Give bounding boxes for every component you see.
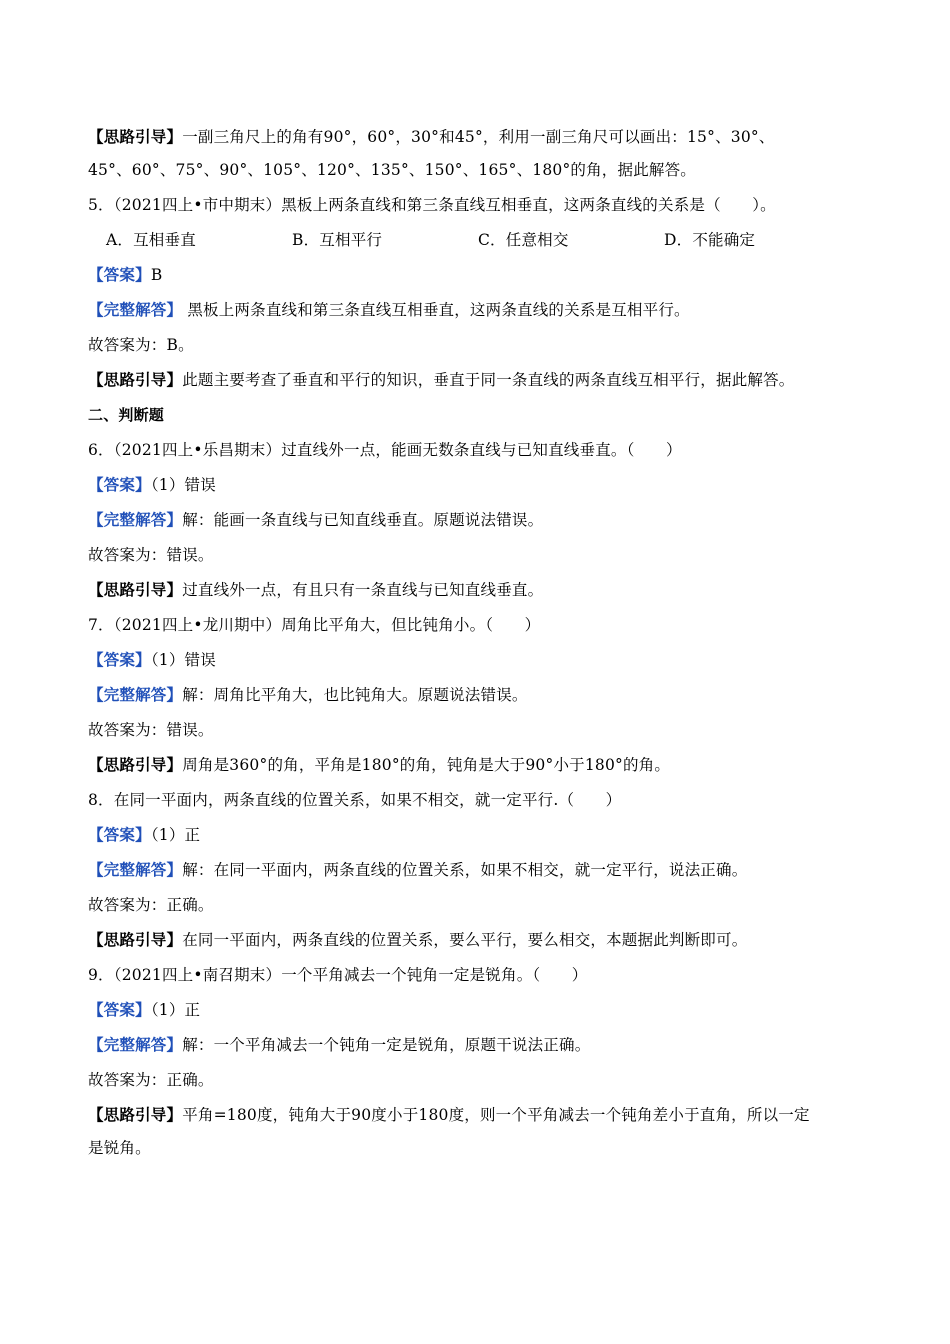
hint-line-continuation: 45°、60°、75°、90°、105°、120°、135°、150°、165°、180°的角，据此解答。 (88, 161, 697, 179)
answer-options (88, 229, 858, 264)
conclusion-line: 故答案为：B。 (88, 336, 194, 354)
hint-line-text: 过直线外一点，有且只有一条直线与已知直线垂直。 (182, 581, 544, 599)
hint-line-text: 此题主要考查了垂直和平行的知识，垂直于同一条直线的两条直线互相平行，据此解答。 (182, 371, 795, 389)
hint-line-text: 在同一平面内，两条直线的位置关系，要么平行，要么相交，本题据此判断即可。 (182, 931, 748, 949)
solution-line (88, 1034, 858, 1069)
solution-line (88, 509, 858, 544)
answer-line (88, 264, 858, 299)
question-stem: 5．（2021四上•市中期末）黑板上两条直线和第三条直线互相垂直，这两条直线的关系是（ ）。 (88, 196, 776, 214)
solution-tag: 【完整解答】 (88, 300, 183, 319)
answer-line (88, 824, 858, 859)
hint-line (88, 126, 858, 159)
hint-line (88, 929, 858, 964)
solution-line-text: 解：周角比平角大，也比钝角大。原题说法错误。 (182, 686, 528, 704)
hint-tag: 【思路引导】 (88, 1105, 183, 1124)
answer-tag: 【答案】 (88, 825, 151, 844)
solution-tag: 【完整解答】 (88, 1035, 183, 1054)
answer-line-text: （1）正 (150, 826, 201, 844)
hint-line (88, 754, 858, 789)
hint-line-text: 平角=180度，钝角大于90度小于180度，则一个平角减去一个钝角差小于直角，所以一定 (182, 1106, 810, 1124)
hint-tag: 【思路引导】 (88, 755, 183, 774)
solution-line-text: 解：一个平角减去一个钝角一定是锐角，原题干说法正确。 (182, 1036, 591, 1054)
hint-line-continuation: 是锐角。 (88, 1139, 151, 1157)
answer-tag: 【答案】 (88, 475, 151, 494)
conclusion-line: 故答案为：正确。 (88, 896, 214, 914)
hint-tag: 【思路引导】 (88, 930, 183, 949)
option-d: D．不能确定 (664, 231, 756, 249)
hint-line (88, 369, 858, 404)
hint-tag: 【思路引导】 (88, 370, 183, 389)
answer-line-text: （1）错误 (150, 476, 216, 494)
hint-line (88, 1104, 858, 1137)
conclusion-line: 故答案为：错误。 (88, 546, 214, 564)
conclusion-line: 故答案为：正确。 (88, 1071, 214, 1089)
hint-line (88, 579, 858, 614)
solution-tag: 【完整解答】 (88, 685, 183, 704)
solution-line (88, 299, 858, 334)
question-stem: 6．（2021四上•乐昌期末）过直线外一点，能画无数条直线与已知直线垂直。（ ） (88, 441, 682, 459)
question-stem: 7．（2021四上•龙川期中）周角比平角大，但比钝角小。（ ） (88, 616, 541, 634)
answer-line (88, 474, 858, 509)
answer-line-text: （1）正 (150, 1001, 201, 1019)
solution-line-text: 解：在同一平面内，两条直线的位置关系，如果不相交，就一定平行，说法正确。 (182, 861, 748, 879)
conclusion-line: 故答案为：错误。 (88, 721, 214, 739)
solution-line-text: 解：能画一条直线与已知直线垂直。原题说法错误。 (182, 511, 544, 529)
solution-line (88, 859, 858, 894)
hint-line-text: 周角是360°的角，平角是180°的角，钝角是大于90°小于180°的角。 (182, 756, 671, 774)
answer-tag: 【答案】 (88, 265, 151, 284)
option-b: B．互相平行 (292, 231, 383, 249)
answer-line (88, 649, 858, 684)
section-heading: 二、判断题 (88, 406, 165, 424)
answer-tag: 【答案】 (88, 1000, 151, 1019)
answer-line-text: B (150, 266, 163, 284)
hint-tag: 【思路引导】 (88, 580, 183, 599)
question-stem: 8．在同一平面内，两条直线的位置关系，如果不相交，就一定平行.（ ） (88, 791, 622, 809)
option-c: C．任意相交 (478, 231, 569, 249)
solution-tag: 【完整解答】 (88, 510, 183, 529)
answer-line (88, 999, 858, 1034)
answer-line-text: （1）错误 (150, 651, 216, 669)
option-a: A．互相垂直 (106, 231, 196, 249)
solution-line (88, 684, 858, 719)
question-stem: 9．（2021四上•南召期末）一个平角减去一个钝角一定是锐角。（ ） (88, 966, 588, 984)
hint-tag: 【思路引导】 (88, 127, 183, 146)
solution-tag: 【完整解答】 (88, 860, 183, 879)
document-page (88, 126, 858, 1172)
solution-line-text: 黑板上两条直线和第三条直线互相垂直，这两条直线的关系是互相平行。 (182, 301, 690, 319)
answer-tag: 【答案】 (88, 650, 151, 669)
hint-line-text: 一副三角尺上的角有90°，60°，30°和45°，利用一副三角尺可以画出：15°、30°、 (182, 128, 775, 146)
